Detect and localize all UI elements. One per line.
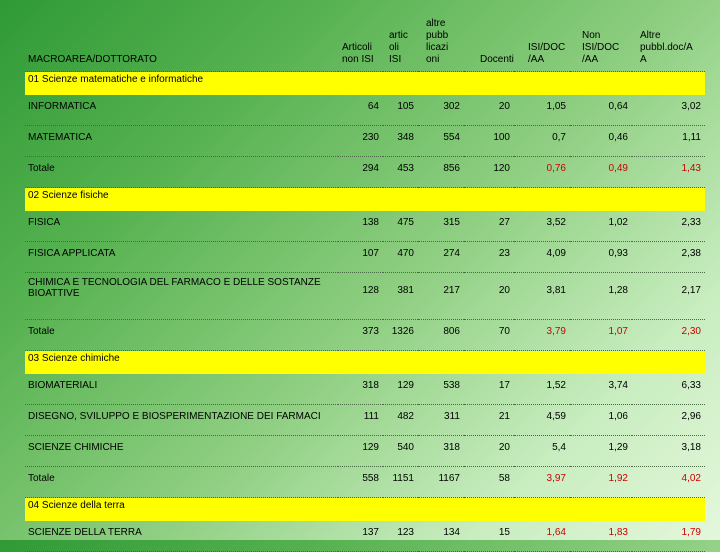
cell-non-isi-doc-aa: 1,83 <box>570 521 632 552</box>
cell-docenti: 20 <box>464 95 514 126</box>
cell-docenti: 120 <box>464 157 514 188</box>
cell-isi-doc-aa: 3,79 <box>514 320 570 351</box>
cell-altre-pubblicazioni: 315 <box>418 211 464 242</box>
cell-altre-pubblicazioni: 318 <box>418 436 464 467</box>
cell-isi-doc-aa: 0,76 <box>514 157 570 188</box>
cell-altre-pubbl-doc-aa: 3,18 <box>632 436 705 467</box>
header-row <box>25 8 705 72</box>
cell-articoli-non-isi: 111 <box>338 405 383 436</box>
cell-articoli-non-isi: 373 <box>338 320 383 351</box>
cell-altre-pubblicazioni: 134 <box>418 521 464 552</box>
cell-articoli-isi: 470 <box>383 242 418 273</box>
cell-altre-pubbl-doc-aa: 6,33 <box>632 374 705 405</box>
cell-altre-pubbl-doc-aa: 4,02 <box>632 467 705 498</box>
cell-articoli-isi: 475 <box>383 211 418 242</box>
row-name: FISICA <box>25 211 338 242</box>
table-row <box>25 273 705 320</box>
section-title: 02 Scienze fisiche <box>25 188 705 212</box>
cell-articoli-non-isi: 558 <box>338 467 383 498</box>
cell-altre-pubblicazioni: 538 <box>418 374 464 405</box>
cell-articoli-isi: 1326 <box>383 320 418 351</box>
cell-altre-pubbl-doc-aa: 1,79 <box>632 521 705 552</box>
cell-articoli-isi: 105 <box>383 95 418 126</box>
cell-altre-pubbl-doc-aa: 1,43 <box>632 157 705 188</box>
row-name: BIOMATERIALI <box>25 374 338 405</box>
table-row <box>25 211 705 242</box>
row-name: MATEMATICA <box>25 126 338 157</box>
cell-non-isi-doc-aa: 1,06 <box>570 405 632 436</box>
cell-articoli-non-isi: 230 <box>338 126 383 157</box>
cell-docenti: 27 <box>464 211 514 242</box>
header-name: MACROAREA/DOTTORATO <box>25 8 338 72</box>
cell-non-isi-doc-aa: 3,74 <box>570 374 632 405</box>
cell-non-isi-doc-aa: 1,28 <box>570 273 632 320</box>
row-name: SCIENZE CHIMICHE <box>25 436 338 467</box>
cell-articoli-non-isi: 294 <box>338 157 383 188</box>
section-title: 01 Scienze matematiche e informatiche <box>25 72 705 96</box>
row-name: INFORMATICA <box>25 95 338 126</box>
cell-isi-doc-aa: 3,81 <box>514 273 570 320</box>
cell-altre-pubbl-doc-aa: 1,11 <box>632 126 705 157</box>
cell-articoli-non-isi: 129 <box>338 436 383 467</box>
cell-altre-pubblicazioni: 806 <box>418 320 464 351</box>
row-name: Totale <box>25 157 338 188</box>
cell-altre-pubbl-doc-aa: 3,02 <box>632 95 705 126</box>
cell-docenti: 70 <box>464 320 514 351</box>
cell-isi-doc-aa: 3,97 <box>514 467 570 498</box>
cell-docenti: 15 <box>464 521 514 552</box>
cell-docenti: 58 <box>464 467 514 498</box>
data-table <box>25 8 705 552</box>
header-altre-pubblicazioni: altre pubb licazi oni <box>418 8 464 72</box>
table-row <box>25 95 705 126</box>
row-name: DISEGNO, SVILUPPO E BIOSPERIMENTAZIONE DEI FARMACI <box>25 405 338 436</box>
cell-isi-doc-aa: 1,52 <box>514 374 570 405</box>
section-header <box>25 498 705 522</box>
cell-altre-pubblicazioni: 856 <box>418 157 464 188</box>
cell-altre-pubblicazioni: 1167 <box>418 467 464 498</box>
cell-articoli-non-isi: 64 <box>338 95 383 126</box>
row-name: Totale <box>25 467 338 498</box>
table-row-total <box>25 320 705 351</box>
cell-non-isi-doc-aa: 1,92 <box>570 467 632 498</box>
cell-altre-pubblicazioni: 302 <box>418 95 464 126</box>
cell-altre-pubbl-doc-aa: 2,33 <box>632 211 705 242</box>
cell-altre-pubblicazioni: 311 <box>418 405 464 436</box>
row-name: SCIENZE DELLA TERRA <box>25 521 338 552</box>
cell-non-isi-doc-aa: 0,49 <box>570 157 632 188</box>
table-row <box>25 374 705 405</box>
cell-docenti: 100 <box>464 126 514 157</box>
row-name: FISICA APPLICATA <box>25 242 338 273</box>
cell-articoli-isi: 381 <box>383 273 418 320</box>
table-row <box>25 436 705 467</box>
cell-articoli-isi: 129 <box>383 374 418 405</box>
cell-docenti: 20 <box>464 273 514 320</box>
cell-articoli-non-isi: 137 <box>338 521 383 552</box>
cell-articoli-isi: 348 <box>383 126 418 157</box>
cell-docenti: 17 <box>464 374 514 405</box>
cell-docenti: 20 <box>464 436 514 467</box>
cell-isi-doc-aa: 5,4 <box>514 436 570 467</box>
cell-non-isi-doc-aa: 0,93 <box>570 242 632 273</box>
cell-isi-doc-aa: 4,09 <box>514 242 570 273</box>
header-docenti: Docenti <box>464 8 514 72</box>
cell-articoli-isi: 1151 <box>383 467 418 498</box>
cell-docenti: 23 <box>464 242 514 273</box>
row-name: Totale <box>25 320 338 351</box>
cell-articoli-non-isi: 107 <box>338 242 383 273</box>
header-articoli-non-isi: Articoli non ISI <box>338 8 383 72</box>
cell-articoli-non-isi: 128 <box>338 273 383 320</box>
cell-docenti: 21 <box>464 405 514 436</box>
cell-altre-pubbl-doc-aa: 2,38 <box>632 242 705 273</box>
cell-articoli-isi: 453 <box>383 157 418 188</box>
cell-non-isi-doc-aa: 0,64 <box>570 95 632 126</box>
table-row-total <box>25 467 705 498</box>
row-name: CHIMICA E TECNOLOGIA DEL FARMACO E DELLE SOSTANZE BIOATTIVE <box>25 273 338 320</box>
cell-isi-doc-aa: 1,64 <box>514 521 570 552</box>
cell-altre-pubblicazioni: 217 <box>418 273 464 320</box>
section-title: 04 Scienze della terra <box>25 498 705 522</box>
cell-non-isi-doc-aa: 1,07 <box>570 320 632 351</box>
cell-non-isi-doc-aa: 1,29 <box>570 436 632 467</box>
header-articoli-isi: artic oli ISI <box>383 8 418 72</box>
cell-articoli-non-isi: 138 <box>338 211 383 242</box>
cell-isi-doc-aa: 0,7 <box>514 126 570 157</box>
cell-altre-pubbl-doc-aa: 2,30 <box>632 320 705 351</box>
cell-altre-pubbl-doc-aa: 2,96 <box>632 405 705 436</box>
header-non-isi-doc-aa: Non ISI/DOC /AA <box>570 8 632 72</box>
table-row <box>25 521 705 552</box>
table-row <box>25 242 705 273</box>
cell-articoli-isi: 482 <box>383 405 418 436</box>
section-header <box>25 72 705 96</box>
cell-non-isi-doc-aa: 1,02 <box>570 211 632 242</box>
cell-articoli-isi: 123 <box>383 521 418 552</box>
cell-articoli-non-isi: 318 <box>338 374 383 405</box>
cell-altre-pubbl-doc-aa: 2,17 <box>632 273 705 320</box>
cell-non-isi-doc-aa: 0,46 <box>570 126 632 157</box>
cell-isi-doc-aa: 1,05 <box>514 95 570 126</box>
cell-isi-doc-aa: 4,59 <box>514 405 570 436</box>
header-altre-pubbl-doc-aa: Altre pubbl.doc/A A <box>632 8 705 72</box>
cell-altre-pubblicazioni: 554 <box>418 126 464 157</box>
cell-isi-doc-aa: 3,52 <box>514 211 570 242</box>
table-row-total <box>25 157 705 188</box>
section-header <box>25 351 705 375</box>
table-row <box>25 405 705 436</box>
section-header <box>25 188 705 212</box>
cell-altre-pubblicazioni: 274 <box>418 242 464 273</box>
cell-articoli-isi: 540 <box>383 436 418 467</box>
table-row <box>25 126 705 157</box>
section-title: 03 Scienze chimiche <box>25 351 705 375</box>
header-isi-doc-aa: ISI/DOC /AA <box>514 8 570 72</box>
